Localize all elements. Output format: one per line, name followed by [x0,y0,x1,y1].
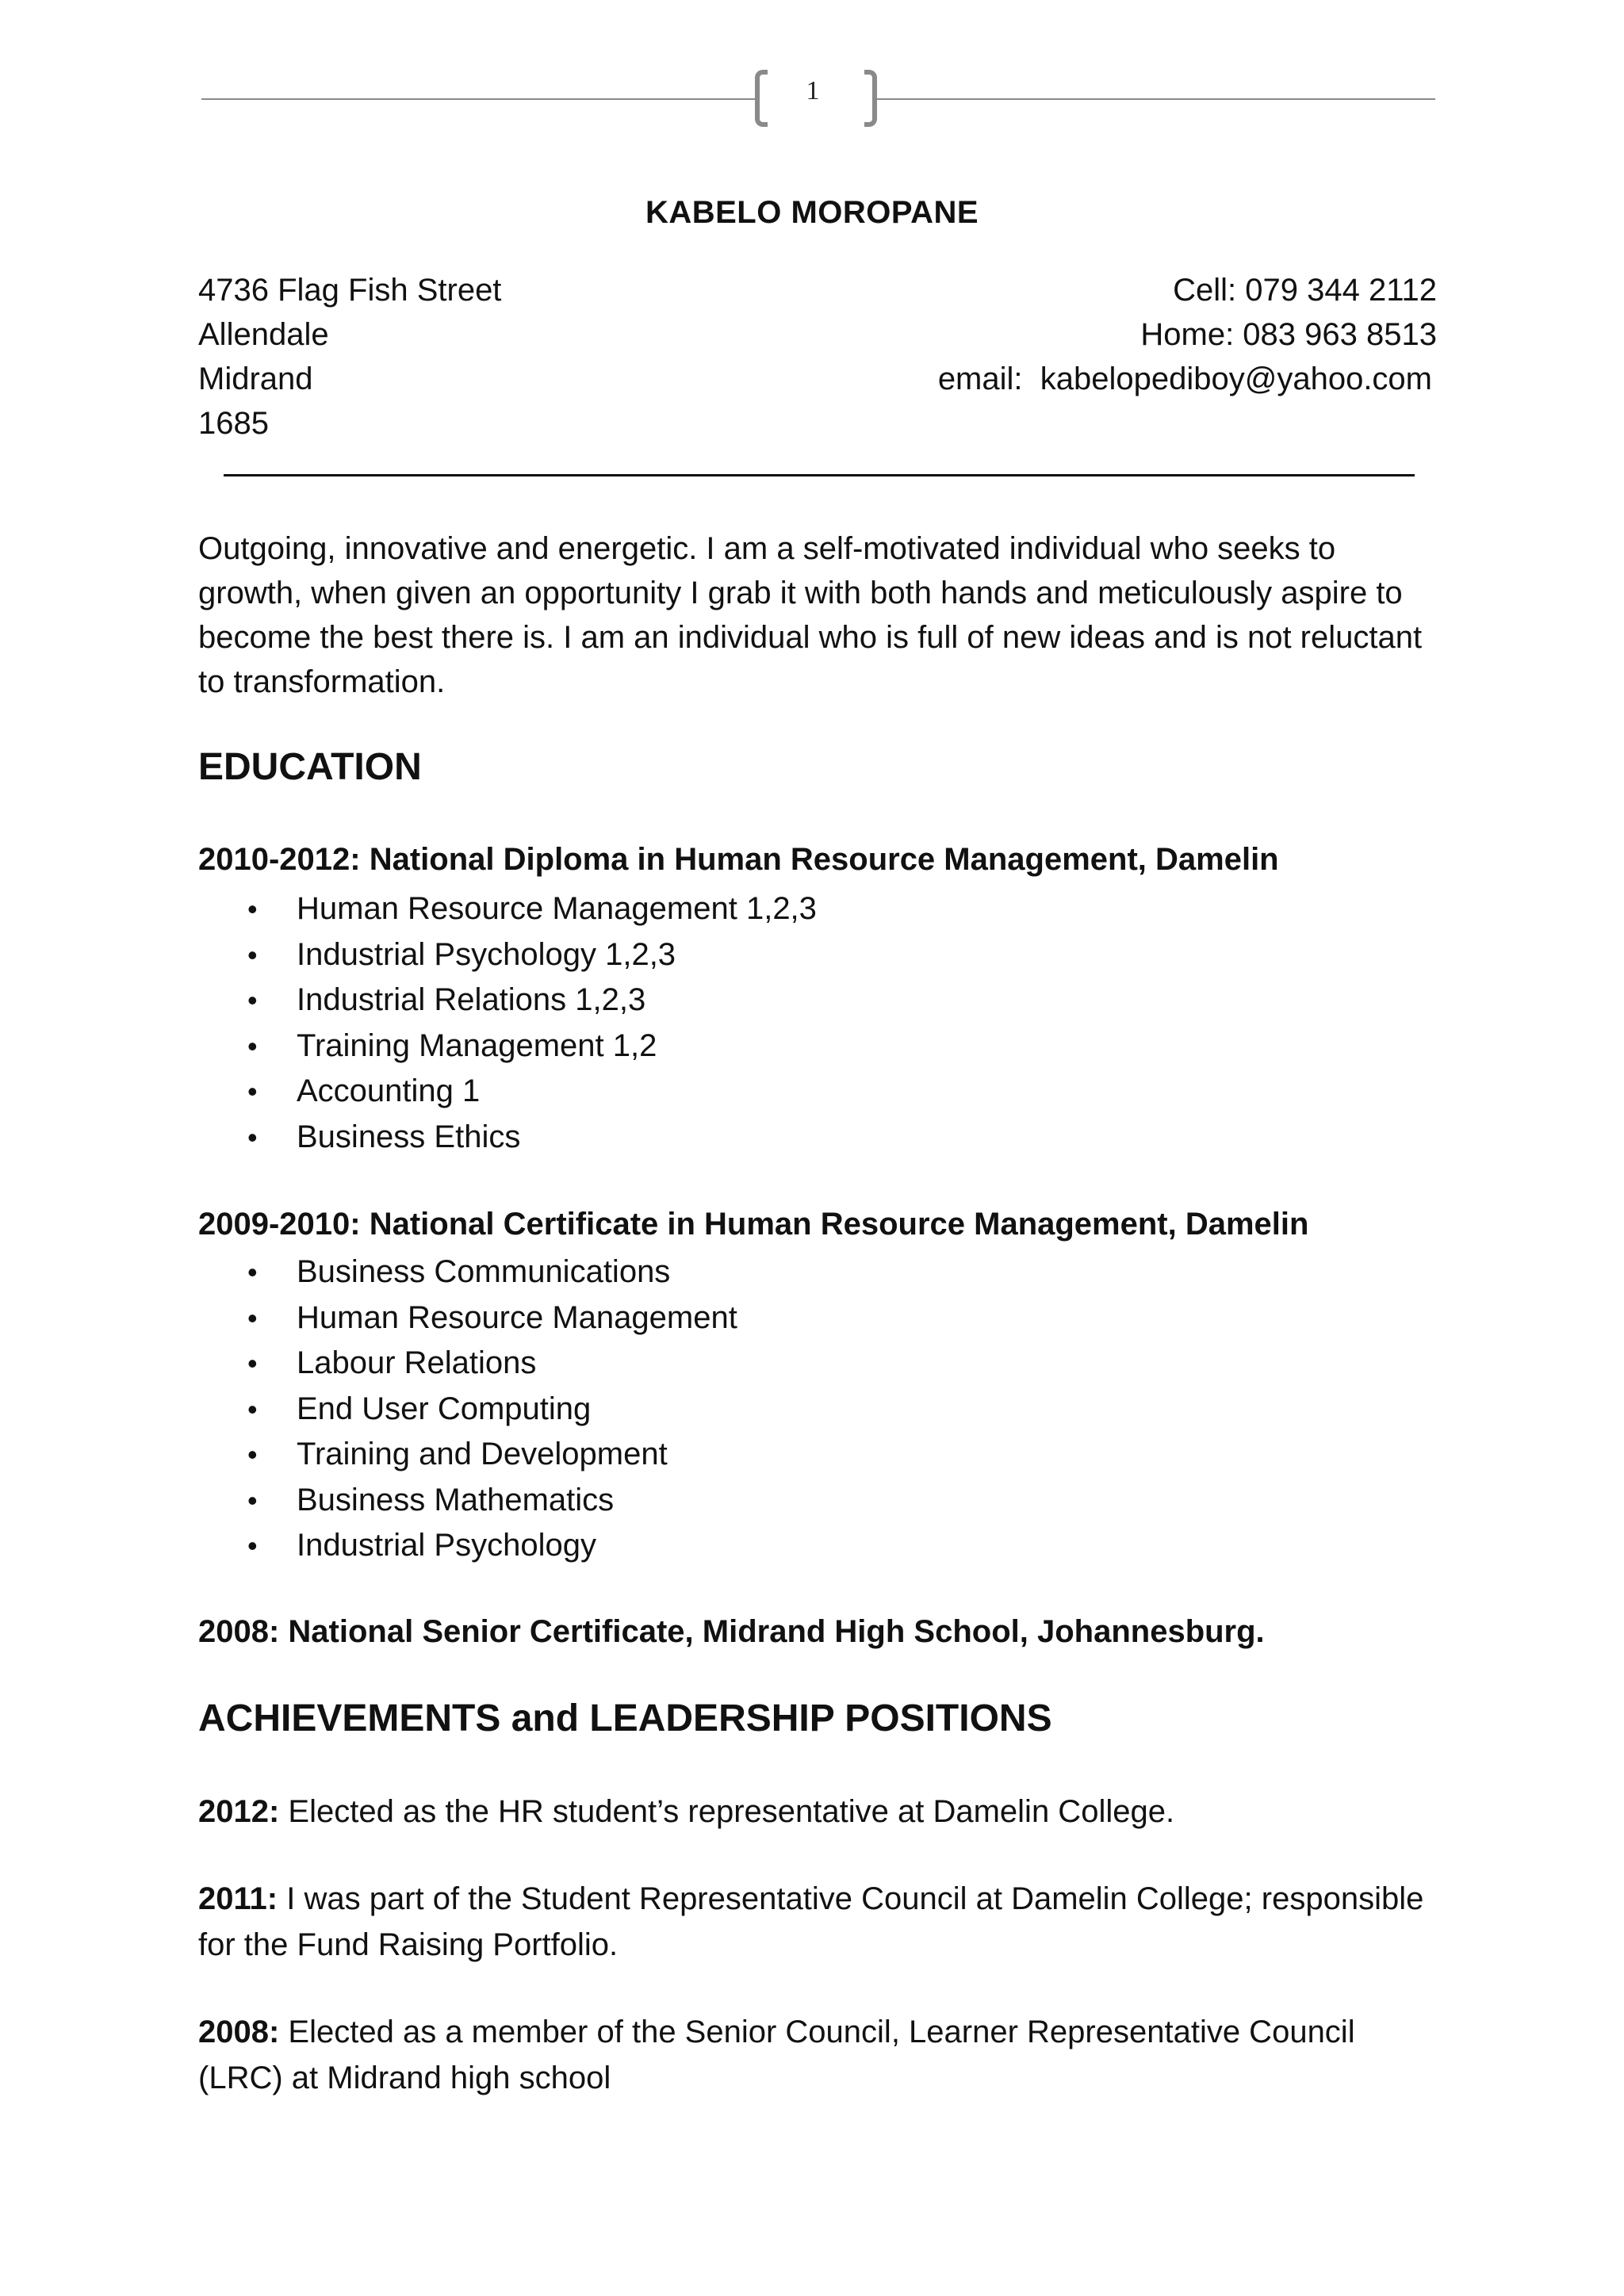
achievement-item [198,1789,1435,1835]
senior-certificate: 2008: National Senior Certificate, Midrand High School, Johannesburg. [198,1614,1265,1649]
list-item: • Business Mathematics [198,1478,737,1524]
cell-number: Cell: 079 344 2112 [1173,273,1437,308]
certificate-modules [198,1249,737,1569]
achievement-year: 2008: [198,2015,280,2049]
list-item: • Accounting 1 [198,1069,817,1115]
profile-summary: Outgoing, innovative and energetic. I am a self-motivated individual who seeks to growth, when given an opportunity I grab it with both hands and meticulously aspire to become the best there is. I am an individual who is full of new ideas and is not reluctant to transformation. [198,531,1423,699]
list-item: • End User Computing [198,1387,737,1433]
list-item: • Business Communications [198,1249,737,1295]
header-rule-left [201,98,756,100]
certificate-title: 2009-2010: National Certificate in Human Resource Management, Damelin [198,1207,1309,1242]
header-rule-right [875,98,1435,100]
achievement-year: 2011: [198,1881,278,1916]
home-number: Home: 083 963 8513 [1140,317,1437,352]
address-line: 1685 [198,406,269,441]
address-line: Allendale [198,317,329,352]
achievement-item [198,1876,1435,1968]
achievement-year: 2012: [198,1794,280,1829]
list-item: • Training Management 1,2 [198,1024,817,1070]
achievements-heading: ACHIEVEMENTS and LEADERSHIP POSITIONS [198,1697,1052,1739]
list-item: • Industrial Psychology 1,2,3 [198,932,817,978]
achievement-text: Elected as the HR student’s representative at Damelin College. [279,1794,1175,1829]
achievement-text: Elected as a member of the Senior Council, Learner Representative Council (LRC) at Midrand high school [198,2015,1355,2095]
achievement-item [198,2009,1435,2101]
list-item: • Training and Development [198,1432,737,1478]
header-divider [224,474,1415,476]
candidate-name: KABELO MOROPANE [645,195,979,230]
list-item: • Labour Relations [198,1341,737,1387]
list-item: • Industrial Relations 1,2,3 [198,978,817,1024]
achievement-text: I was part of the Student Representative Council at Damelin College; responsible for the Fund Raising Portfolio. [198,1881,1424,1962]
page-number: 1 [806,76,820,105]
list-item: • Human Resource Management [198,1295,737,1341]
education-heading: EDUCATION [198,746,422,788]
list-item: • Industrial Psychology [198,1523,737,1569]
address-block [198,268,501,446]
address-line: 4736 Flag Fish Street [198,273,502,308]
list-item: • Human Resource Management 1,2,3 [198,886,817,932]
diploma-modules [198,886,817,1160]
email-address: email: kabelopediboy@yahoo.com [937,362,1432,396]
contact-block [938,268,1437,401]
diploma-title: 2010-2012: National Diploma in Human Resource Management, Damelin [198,842,1279,877]
address-line: Midrand [198,362,313,396]
list-item: • Business Ethics [198,1115,817,1161]
